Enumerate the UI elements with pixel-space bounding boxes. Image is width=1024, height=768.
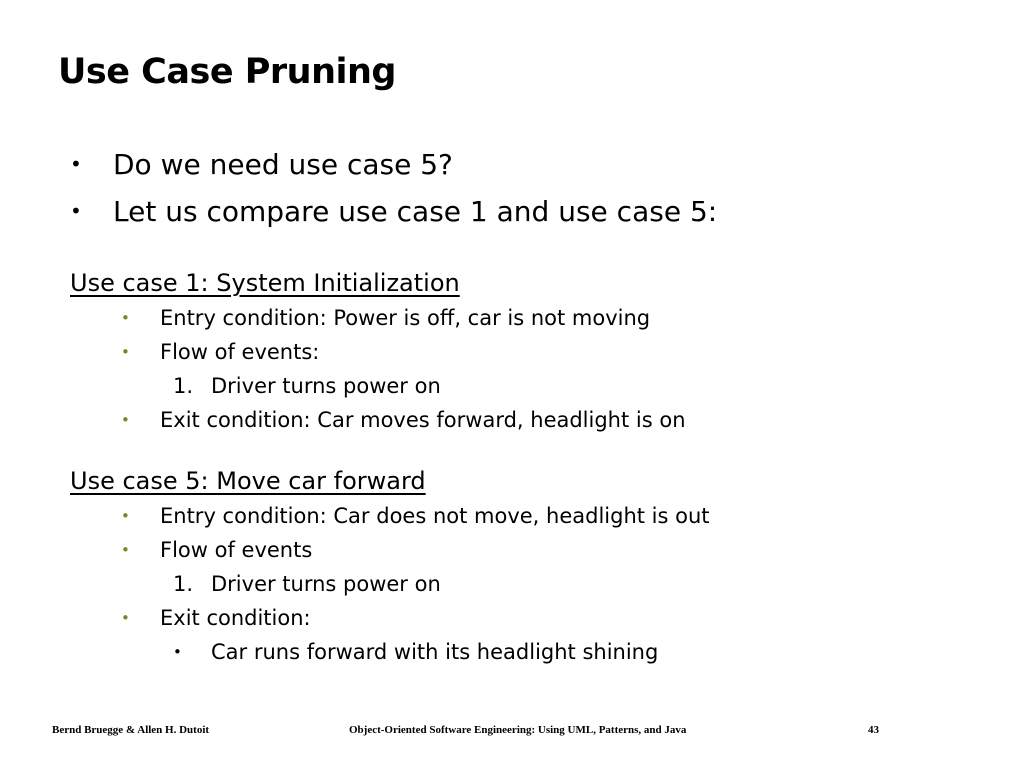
green-bullet-icon: • [121, 541, 130, 559]
step-number: 1. [173, 374, 194, 398]
top-bullet-list [70, 141, 717, 235]
green-bullet-icon: • [121, 343, 130, 361]
use-case-1-heading: Use case 1: System Initialization [70, 269, 460, 297]
use-case-1-flow-step [118, 369, 686, 403]
bullet-item [70, 141, 717, 188]
green-bullet-icon: • [121, 411, 130, 429]
green-bullet-icon: • [121, 507, 130, 525]
step-text: Driver turns power on [211, 572, 441, 596]
entry-condition-text: Entry condition: Power is off, car is not moving [160, 306, 651, 330]
footer-authors: Bernd Bruegge & Allen H. Dutoit [52, 724, 210, 736]
entry-condition-text: Entry condition: Car does not move, headlight is out [160, 504, 710, 528]
exit-condition-text: Exit condition: Car moves forward, headlight is on [160, 408, 686, 432]
flow-of-events-text: Flow of events: [160, 340, 320, 364]
bullet-text: Do we need use case 5? [113, 148, 453, 181]
footer-book-title: Object-Oriented Software Engineering: Using UML, Patterns, and Java [349, 724, 687, 736]
green-bullet-icon: • [121, 309, 130, 327]
use-case-5-exit [118, 601, 710, 635]
use-case-5-heading: Use case 5: Move car forward [70, 467, 426, 495]
exit-condition-text: Exit condition: [160, 606, 311, 630]
use-case-5-exit-detail [118, 635, 710, 669]
slide-title: Use Case Pruning [58, 52, 396, 92]
use-case-1-entry [118, 301, 686, 335]
use-case-5-list [118, 499, 710, 669]
use-case-5-flow-step [118, 567, 710, 601]
bullet-icon: • [70, 199, 82, 223]
bullet-icon: • [173, 643, 182, 661]
step-number: 1. [173, 572, 194, 596]
use-case-5-entry [118, 499, 710, 533]
green-bullet-icon: • [121, 609, 130, 627]
use-case-1-flow [118, 335, 686, 369]
exit-detail-text: Car runs forward with its headlight shining [211, 640, 659, 664]
use-case-5-flow [118, 533, 710, 567]
bullet-item [70, 188, 717, 235]
use-case-1-exit [118, 403, 686, 437]
footer-page-number: 43 [868, 724, 879, 736]
step-text: Driver turns power on [211, 374, 441, 398]
flow-of-events-text: Flow of events [160, 538, 313, 562]
bullet-icon: • [70, 152, 82, 176]
use-case-1-list [118, 301, 686, 437]
bullet-text: Let us compare use case 1 and use case 5: [113, 195, 718, 228]
